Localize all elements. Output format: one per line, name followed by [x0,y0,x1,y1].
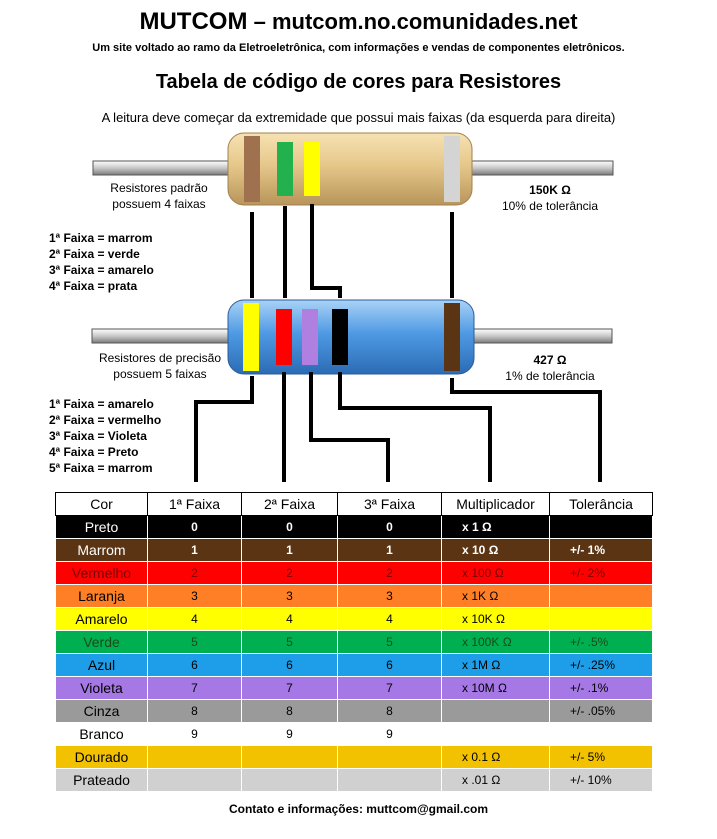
tolerance-cell: +/- 1% [550,539,653,562]
resistor-4-band-2 [277,142,293,196]
tolerance-cell: +/- 5% [550,746,653,769]
multiplier-cell: x 0.1 Ω [442,746,550,769]
first-band-cell: 8 [148,700,242,723]
site-subtitle: Um site voltado ao ramo da Eletroeletrônica, com informações e vendas de componentes eletrônicos. [92,42,625,54]
resistor-5-band-list-item: 2ª Faixa = vermelho [49,413,162,427]
resistor-4-band-1 [244,136,260,202]
first-band-cell [148,746,242,769]
multiplier-cell: x 1M Ω [442,654,550,677]
tolerance-cell [550,516,653,539]
multiplier-cell: x 100K Ω [442,631,550,654]
resistor-5-tolerance: 1% de tolerância [505,369,595,383]
first-band-cell: 6 [148,654,242,677]
color-name-cell: Cinza [56,700,148,723]
resistor-5-band-list-item: 3ª Faixa = Violeta [49,429,147,443]
third-band-cell: 8 [338,700,442,723]
resistor-5-band-5 [444,303,460,371]
color-name-cell: Branco [56,723,148,746]
table-row [56,769,653,792]
resistor-5-band-2 [276,309,292,365]
color-name-cell: Preto [56,516,148,539]
column-header-faixa-2: 2ª Faixa [242,493,338,516]
table-row [56,539,653,562]
third-band-cell: 0 [338,516,442,539]
resistor-4-label-line-2: possuem 4 faixas [112,197,206,211]
table-row [56,608,653,631]
color-name-cell: Marrom [56,539,148,562]
table-row [56,516,653,539]
third-band-cell [338,769,442,792]
resistor-5-band-list-item: 5ª Faixa = marrom [49,461,153,475]
resistor-5-value-block [490,352,610,384]
resistor-4-value: 150K Ω [529,183,571,197]
site-url[interactable]: mutcom.no.comunidades.net [271,9,578,34]
color-code-table [55,492,653,792]
resistor-4-body [228,133,472,205]
resistor-4-label [95,180,223,212]
resistor-4-value-block [490,182,610,214]
first-band-cell [148,769,242,792]
table-row [56,631,653,654]
column-header-multiplicador: Multiplicador [442,493,550,516]
second-band-cell: 8 [242,700,338,723]
second-band-cell: 6 [242,654,338,677]
second-band-cell: 2 [242,562,338,585]
first-band-cell: 7 [148,677,242,700]
multiplier-cell: x .01 Ω [442,769,550,792]
resistor-5-band-3 [302,309,318,365]
resistor-5-label [90,350,230,382]
contact-info: Contato e informações: muttcom@gmail.com [228,802,489,816]
resistor-5-label-line-1: Resistores de precisão [98,351,222,365]
second-band-cell [242,769,338,792]
table-row [56,654,653,677]
column-header-faixa-3: 3ª Faixa [338,493,442,516]
second-band-cell: 3 [242,585,338,608]
third-band-cell: 3 [338,585,442,608]
resistor-5-band-1 [243,303,259,371]
first-band-cell: 1 [148,539,242,562]
third-band-cell: 7 [338,677,442,700]
multiplier-cell: x 1 Ω [442,516,550,539]
resistor-4-tolerance: 10% de tolerância [501,199,599,213]
table-body [56,516,653,792]
tolerance-cell: +/- 10% [550,769,653,792]
resistor-5-label-line-2: possuem 5 faixas [113,367,207,381]
second-band-cell: 4 [242,608,338,631]
second-band-cell: 0 [242,516,338,539]
first-band-cell: 9 [148,723,242,746]
tolerance-cell: +/- 2% [550,562,653,585]
title-dash: – [253,9,266,34]
table-row [56,585,653,608]
color-name-cell: Laranja [56,585,148,608]
resistor-4-band-list-item: 4ª Faixa = prata [49,279,138,293]
third-band-cell: 2 [338,562,442,585]
multiplier-cell: x 100 Ω [442,562,550,585]
column-header-cor: Cor [56,493,148,516]
first-band-cell: 5 [148,631,242,654]
tolerance-cell: +/- .5% [550,631,653,654]
multiplier-cell [442,700,550,723]
tolerance-cell: +/- .25% [550,654,653,677]
resistor-5-band-4 [332,309,348,365]
resistor-4-band-3 [304,142,320,196]
resistor-4-band-list-item: 3ª Faixa = amarelo [49,263,154,277]
third-band-cell: 6 [338,654,442,677]
third-band-cell: 1 [338,539,442,562]
first-band-cell: 0 [148,516,242,539]
third-band-cell: 9 [338,723,442,746]
column-header-tolerancia: Tolerância [550,493,653,516]
resistor-5-band-list-item: 4ª Faixa = Preto [49,445,139,459]
connector-lines-bottom [196,372,600,482]
resistor-5-value: 427 Ω [533,353,567,367]
resistor-5-body [228,300,474,374]
second-band-cell: 9 [242,723,338,746]
third-band-cell [338,746,442,769]
resistor-4-label-line-1: Resistores padrão [110,181,208,195]
table-header-row [56,493,653,516]
connector-lines-top [252,204,452,298]
resistor-4-band-4 [444,136,460,202]
multiplier-cell: x 1K Ω [442,585,550,608]
tolerance-cell [550,608,653,631]
resistor-5-band-list-item: 1ª Faixa = amarelo [49,397,154,411]
reading-note: A leitura deve começar da extremidade que possui mais faixas (da esquerda para direita) [101,110,616,125]
tolerance-cell: +/- .1% [550,677,653,700]
color-name-cell: Amarelo [56,608,148,631]
color-name-cell: Verde [56,631,148,654]
brand-name: MUTCOM [139,8,248,35]
color-name-cell: Azul [56,654,148,677]
table-row [56,746,653,769]
multiplier-cell: x 10K Ω [442,608,550,631]
resistor-5-band-list [49,396,161,476]
color-name-cell: Vermelho [56,562,148,585]
first-band-cell: 3 [148,585,242,608]
multiplier-cell: x 10 Ω [442,539,550,562]
second-band-cell [242,746,338,769]
third-band-cell: 4 [338,608,442,631]
color-name-cell: Violeta [56,677,148,700]
tolerance-cell [550,585,653,608]
color-name-cell: Dourado [56,746,148,769]
color-name-cell: Prateado [56,769,148,792]
table-row [56,700,653,723]
multiplier-cell: x 10M Ω [442,677,550,700]
resistor-4-band-list-item: 2ª Faixa = verde [49,247,140,261]
table-row [56,723,653,746]
column-header-faixa-1: 1ª Faixa [148,493,242,516]
second-band-cell: 5 [242,631,338,654]
table-row [56,562,653,585]
first-band-cell: 2 [148,562,242,585]
first-band-cell: 4 [148,608,242,631]
third-band-cell: 5 [338,631,442,654]
tolerance-cell [550,723,653,746]
resistor-4-band-list-item: 1ª Faixa = marrom [49,231,153,245]
page-title: Tabela de código de cores para Resistores [155,71,562,93]
tolerance-cell: +/- .05% [550,700,653,723]
second-band-cell: 7 [242,677,338,700]
multiplier-cell [442,723,550,746]
resistor-4-band-list [49,230,154,294]
second-band-cell: 1 [242,539,338,562]
table-row [56,677,653,700]
